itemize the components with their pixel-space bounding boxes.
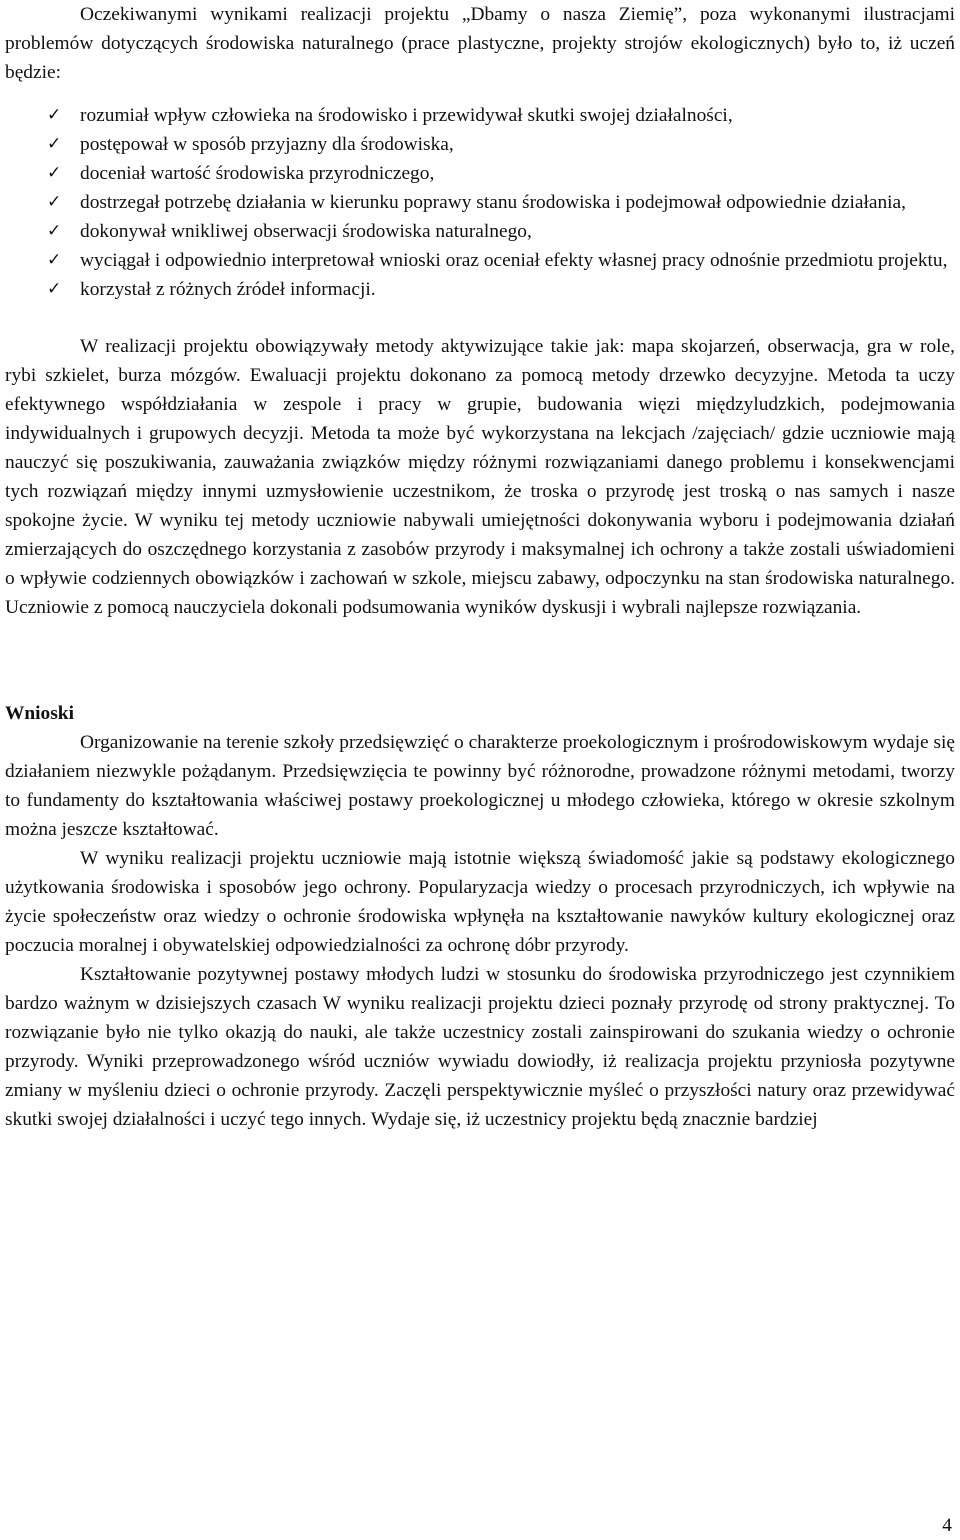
checkmark-icon: ✓: [47, 134, 62, 154]
checkmark-icon: ✓: [47, 105, 62, 125]
spacer: [5, 304, 955, 332]
outcomes-list: [5, 101, 955, 304]
checkmark-icon: ✓: [47, 192, 62, 212]
list-item: ✓ dostrzegał potrzebę działania w kierunku poprawy stanu środowiska i podejmował odpowiednie działania,: [5, 188, 955, 217]
list-item: ✓ doceniał wartość środowiska przyrodniczego,: [5, 159, 955, 188]
intro-paragraph: Oczekiwanymi wynikami realizacji projektu „Dbamy o nasza Ziemię”, poza wykonanymi ilustracjami problemów dotyczących środowiska naturalnego (prace plastyczne, projekty strojów ekologicznych) było to, iż uczeń będzie:: [5, 4, 955, 83]
list-item: ✓ rozumiał wpływ człowieka na środowisko i przewidywał skutki swojej działalności,: [5, 101, 955, 130]
checkmark-icon: ✓: [47, 163, 62, 183]
checkmark-icon: ✓: [47, 221, 62, 241]
methods-paragraph: W realizacji projektu obowiązywały metody aktywizujące takie jak: mapa skojarzeń, obserwacja, gra w role, rybi szkielet, burza mózgów. Ewaluacji projektu dokonano za pomocą metody drzewko decyzyjne. Metoda ta uczy efektywnego współdziałania w zespole i pracy w grupie, budowania więzi międzyludzkich, podejmowania indywidualnych i grupowych decyzji. Metoda ta może być wykorzystana na lekcjach /zajęciach/ gdzie uczniowie mają nauczyć się poszukiwania, zauważania związków między różnymi rozwiązaniami danego problemu i konsekwencjami tych rozwiązań między innymi uzmysłowienie uczestnikom, że troska o przyrodę jest troską o nas samych i nasze spokojne życie. W wyniku tej metody uczniowie nabywali umiejętności dokonywania wyboru i podejmowania działań zmierzających do oszczędnego korzystania z zasobów przyrody i maksymalnej ich ochrony a także zostali uświadomieni o wpływie codziennych obowiązków i zachowań w szkole, miejscu zabawy, odpoczynku na stan środowiska naturalnego. Uczniowie z pomocą nauczyciela dokonali podsumowania wyników dyskusji i wybrali najlepsze rozwiązania.: [5, 336, 955, 618]
conclusions-paragraph-1: Organizowanie na terenie szkoły przedsięwzięć o charakterze proekologicznym i prośrodowiskowym wydaje się działaniem niezwykle pożądanym. Przedsięwzięcia te powinny być różnorodne, prowadzone różnymi metodami, tworzy to fundamenty do kształtowania właściwej postawy proekologicznej u młodego człowieka, którego w okresie szkolnym można jeszcze kształtować.: [5, 732, 955, 840]
checkmark-icon: ✓: [47, 279, 62, 299]
list-item: ✓ korzystał z różnych źródeł informacji.: [5, 275, 955, 304]
list-item: ✓ wyciągał i odpowiednio interpretował wnioski oraz oceniał efekty własnej pracy odnośnie przedmiotu projektu,: [5, 246, 955, 275]
page-number: 4: [942, 1515, 952, 1536]
list-item: ✓ postępował w sposób przyjazny dla środowiska,: [5, 130, 955, 159]
conclusions-paragraph-3: Kształtowanie pozytywnej postawy młodych ludzi w stosunku do środowiska przyrodniczego jest czynnikiem bardzo ważnym w dzisiejszych czasach W wyniku realizacji projektu dzieci poznały przyrodę od strony praktycznej. To rozwiązanie było nie tylko okazją do nauki, ale także uczestnicy zostali zainspirowani do szukania wiedzy o ochronie przyrody. Wyniki przeprowadzonego wśród uczniów wywiadu dowiodły, iż realizacja projektu przyniosła pozytywne zmiany w myśleniu dzieci o ochronie przyrody. Zaczęli perspektywicznie myśleć o przyszłości natury oraz przewidywać skutki swojej działalności i uczyć tego innych. Wydaje się, iż uczestnicy projektu będą znacznie bardziej: [5, 964, 955, 1130]
conclusions-paragraph-2: W wyniku realizacji projektu uczniowie mają istotnie większą świadomość jakie są podstawy ekologicznego użytkowania środowiska i sposobów jego ochrony. Popularyzacja wiedzy o procesach przyrodniczych, ich wpływie na życie społeczeństw oraz wiedzy o ochronie środowiska wpłynęła na kształtowanie nawyków kultury ekologicznej oraz poczucia moralnej i obywatelskiej odpowiedzialności za ochronę dóbr przyrody.: [5, 848, 955, 956]
list-item: ✓ dokonywał wnikliwej obserwacji środowiska naturalnego,: [5, 217, 955, 246]
document-page: [5, 0, 955, 1134]
conclusions-heading: Wnioski: [5, 703, 74, 724]
checkmark-icon: ✓: [47, 250, 62, 270]
